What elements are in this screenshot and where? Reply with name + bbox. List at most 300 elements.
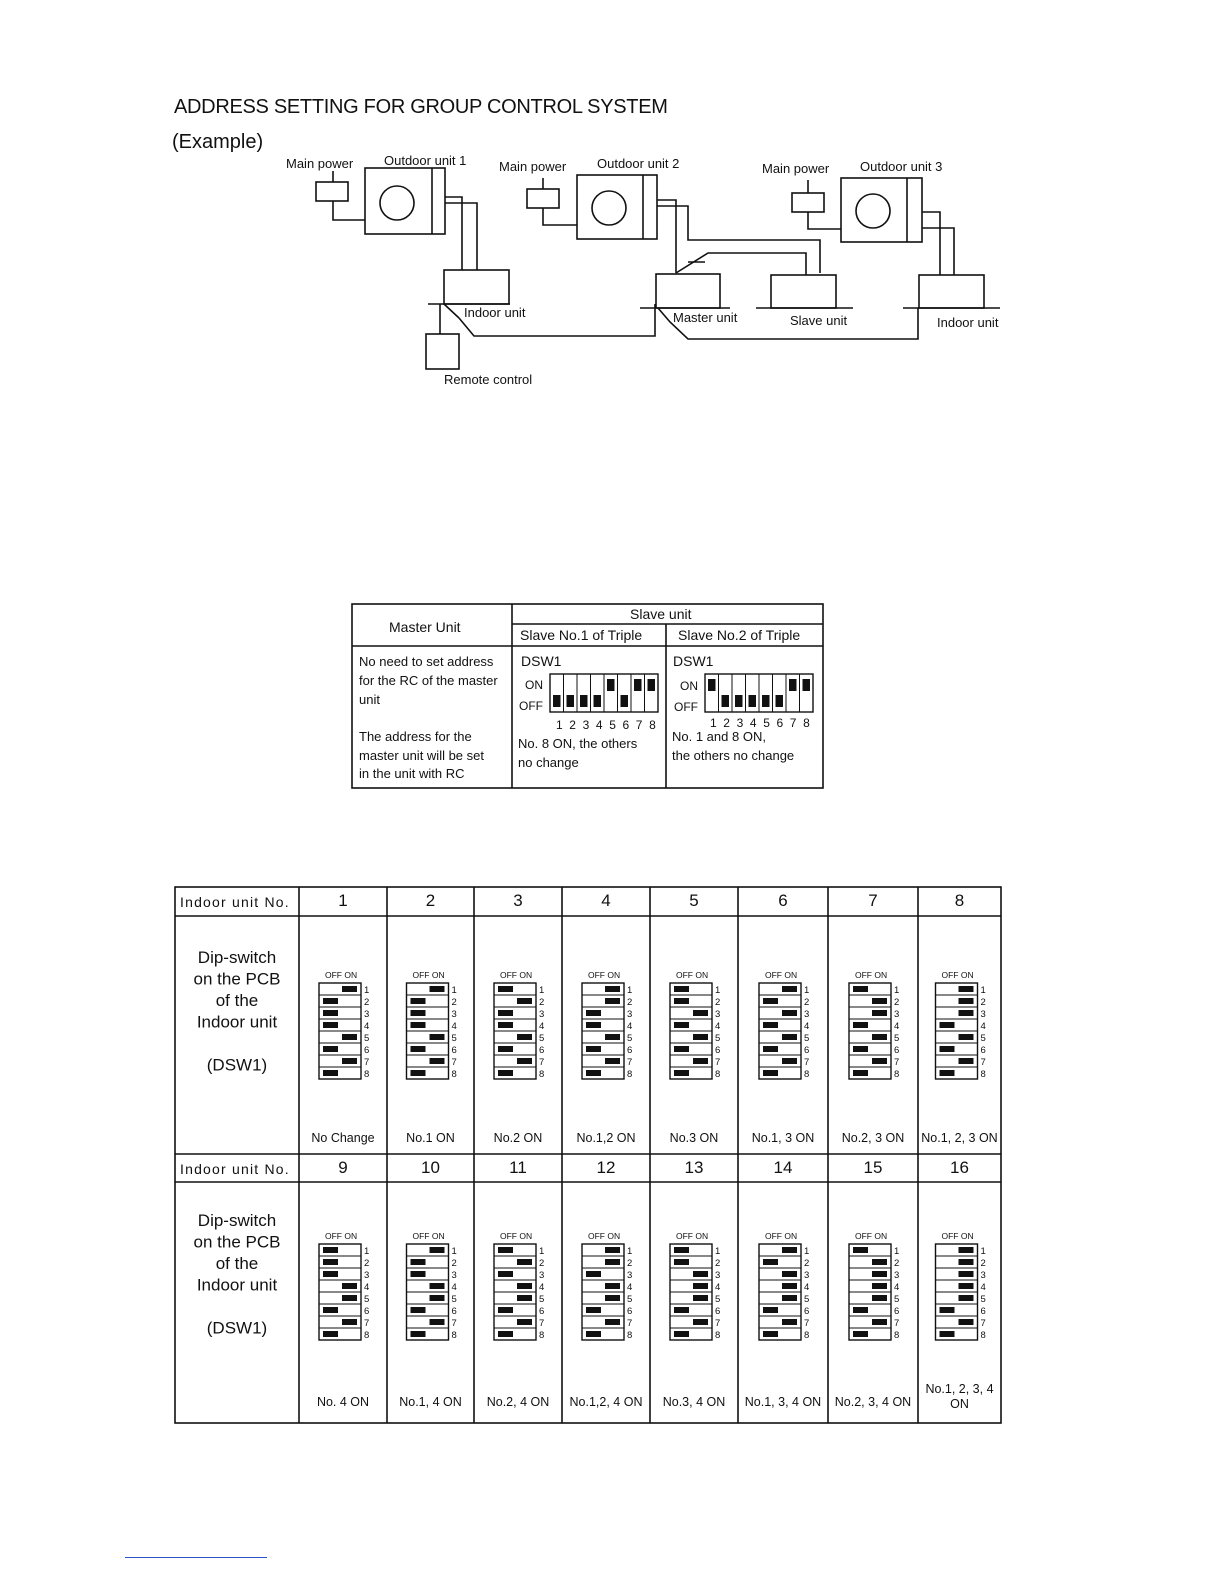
dip-switch-number: 2 bbox=[364, 1258, 370, 1269]
dip-switch-number: 1 bbox=[451, 1246, 457, 1257]
dip-switch-knob bbox=[674, 1331, 689, 1337]
dip-switch-number: 5 bbox=[804, 1033, 810, 1044]
indoor-unit-no-header: Indoor unit No. bbox=[180, 1161, 290, 1177]
dip-switch-number: 5 bbox=[627, 1033, 633, 1044]
dip-switch-knob bbox=[872, 1259, 887, 1265]
dip-off-on-label: OFF ON bbox=[325, 970, 358, 980]
dip-switch-knob bbox=[763, 998, 778, 1004]
dip-switch-knob bbox=[586, 1307, 601, 1313]
dip-switch-number: 4 bbox=[894, 1021, 900, 1032]
indoor-unit-number: 11 bbox=[509, 1158, 527, 1177]
indoor-unit-number: 9 bbox=[338, 1158, 348, 1177]
dip-switch-knob bbox=[674, 1046, 689, 1052]
label-indoor-unit-3: Indoor unit bbox=[937, 315, 999, 330]
indoor-unit-number: 16 bbox=[950, 1158, 969, 1177]
dip-switch-number: 7 bbox=[715, 1057, 721, 1068]
dip-switch-knob bbox=[517, 1259, 532, 1265]
dip-switch-number: 1 bbox=[715, 985, 721, 996]
dip-switch-knob bbox=[693, 1010, 708, 1016]
indoor-unit-number: 4 bbox=[601, 891, 611, 910]
dip-switch-row-label: of the bbox=[215, 1254, 259, 1273]
dip-switch-knob bbox=[763, 1046, 778, 1052]
dip-switch-knob bbox=[674, 986, 689, 992]
dip-switch-number: 1 bbox=[980, 1246, 986, 1257]
dip-setting-caption: No.1, 4 ON bbox=[399, 1395, 462, 1409]
dip-switch-knob bbox=[605, 1247, 620, 1253]
dip-switch-number: 2 bbox=[715, 1258, 721, 1269]
dip-switch-number: 1 bbox=[980, 985, 986, 996]
dip-switch-knob bbox=[853, 1022, 868, 1028]
dip-switch-knob bbox=[959, 1283, 974, 1289]
slave2-caption: No. 1 and 8 ON, bbox=[672, 729, 766, 744]
footer-divider bbox=[125, 1557, 267, 1558]
dip-switch-number: 6 bbox=[539, 1306, 545, 1317]
dip-switch-knob bbox=[763, 1307, 778, 1313]
dip-switch-knob bbox=[342, 1295, 357, 1301]
dip-switch-knob bbox=[693, 1319, 708, 1325]
dip-switch-knob bbox=[342, 1283, 357, 1289]
dip-switch-knob bbox=[872, 1295, 887, 1301]
dip-off-on-label: OFF ON bbox=[500, 970, 533, 980]
dip-switch-knob bbox=[872, 1010, 887, 1016]
dip-switch-knob bbox=[605, 998, 620, 1004]
dip-switch-knob bbox=[853, 1070, 868, 1076]
dip-switch-number: 4 bbox=[539, 1021, 545, 1032]
dip-switch-knob bbox=[430, 986, 445, 992]
dip-switch-knob bbox=[782, 1010, 797, 1016]
dip-switch-number: 5 bbox=[804, 1294, 810, 1305]
label-outdoor-unit-1: Outdoor unit 1 bbox=[384, 153, 467, 168]
slave1-on-label: ON bbox=[525, 678, 543, 692]
dip-switch-knob bbox=[517, 998, 532, 1004]
dip-setting-caption: No.1, 2, 3, 4 bbox=[925, 1382, 994, 1396]
dip-switch-number: 2 bbox=[894, 997, 900, 1008]
dip-switch-number: 5 bbox=[364, 1033, 370, 1044]
dip-off-on-label: OFF ON bbox=[500, 1231, 533, 1241]
dip-switch-knob bbox=[693, 1271, 708, 1277]
dip-switch-number: 2 bbox=[364, 997, 370, 1008]
dip-switch-knob bbox=[674, 998, 689, 1004]
indoor-unit-number: 1 bbox=[338, 891, 348, 910]
dip-switch-knob bbox=[498, 1070, 513, 1076]
dip-switch-knob bbox=[411, 1307, 426, 1313]
dip-switch-number: 8 bbox=[804, 1069, 810, 1080]
dip-switch-knob bbox=[940, 1070, 955, 1076]
slave1-switch-number: 1 bbox=[556, 718, 563, 732]
dip-switch-knob bbox=[323, 1247, 338, 1253]
dip-switch-number: 6 bbox=[894, 1306, 900, 1317]
slave1-switch-number: 3 bbox=[582, 718, 590, 732]
dip-switch-number: 8 bbox=[894, 1069, 900, 1080]
dip-switch-row-label: on the PCB bbox=[193, 969, 281, 989]
dip-switch-number: 3 bbox=[804, 1270, 810, 1281]
dip-switch-number: 4 bbox=[715, 1282, 721, 1293]
dip-switch-knob bbox=[517, 1283, 532, 1289]
dip-switch-number: 8 bbox=[980, 1069, 986, 1080]
dip-switch-knob bbox=[853, 1307, 868, 1313]
dip-switch-knob bbox=[323, 1010, 338, 1016]
dip-switch-number: 2 bbox=[804, 997, 810, 1008]
dip-switch-number: 3 bbox=[364, 1270, 370, 1281]
label-slave-unit: Slave unit bbox=[790, 313, 848, 328]
label-outdoor-unit-3: Outdoor unit 3 bbox=[860, 159, 943, 174]
dip-switch-knob bbox=[940, 1307, 955, 1313]
dip-switch-knob bbox=[872, 1283, 887, 1289]
dip-off-on-label: OFF ON bbox=[412, 970, 445, 980]
dip-switch-knob bbox=[693, 1283, 708, 1289]
dip-setting-caption: No.3, 4 ON bbox=[662, 1395, 726, 1409]
dip-switch-number: 5 bbox=[627, 1294, 633, 1305]
dip-switch-knob bbox=[782, 1271, 797, 1277]
dip-switch-number: 5 bbox=[539, 1033, 545, 1044]
dip-switch-number: 5 bbox=[894, 1294, 900, 1305]
dip-switch-number: 2 bbox=[451, 997, 457, 1008]
dip-switch-number: 8 bbox=[364, 1069, 370, 1080]
slave2-switch-number: 7 bbox=[789, 716, 797, 730]
dip-switch-knob bbox=[872, 1319, 887, 1325]
dip-switch-number: 3 bbox=[980, 1270, 986, 1281]
dip-switch-knob bbox=[605, 986, 620, 992]
dip-switch-row-label: Indoor unit bbox=[196, 1275, 278, 1295]
dip-switch-knob bbox=[605, 1283, 620, 1289]
dip-off-on-label: OFF ON bbox=[412, 1231, 445, 1241]
dip-switch-number: 4 bbox=[804, 1282, 810, 1293]
dip-switch-number: 4 bbox=[451, 1282, 457, 1293]
dip-off-on-label: OFF ON bbox=[941, 1231, 974, 1241]
dip-switch-knob bbox=[605, 1295, 620, 1301]
dip-setting-caption: No.1, 3 ON bbox=[751, 1131, 815, 1145]
dip-switch-knob bbox=[674, 1259, 689, 1265]
dip-switch-number: 7 bbox=[539, 1057, 545, 1068]
dip-off-on-label: OFF ON bbox=[676, 970, 709, 980]
dip-switch-knob bbox=[411, 1070, 426, 1076]
dip-switch-knob bbox=[430, 1247, 445, 1253]
dip-switch-number: 4 bbox=[980, 1282, 986, 1293]
dip-switch-number: 7 bbox=[894, 1057, 900, 1068]
dip-switch-knob bbox=[605, 1058, 620, 1064]
dip-switch-number: 8 bbox=[715, 1069, 721, 1080]
dip-switch-number: 3 bbox=[364, 1009, 370, 1020]
slave1-switch-number: 8 bbox=[649, 718, 656, 732]
slave1-off-label: OFF bbox=[519, 699, 543, 713]
indoor-unit-number: 6 bbox=[778, 891, 788, 910]
dip-switch-knob bbox=[763, 1331, 778, 1337]
dip-switch-number: 7 bbox=[627, 1318, 633, 1329]
indoor-unit-number: 13 bbox=[684, 1158, 704, 1177]
dip-off-on-label: OFF ON bbox=[941, 970, 974, 980]
dip-switch-knob bbox=[763, 1070, 778, 1076]
dip-switch-number: 6 bbox=[715, 1045, 721, 1056]
slave2-caption: the others no change bbox=[672, 748, 795, 763]
dip-switch-knob bbox=[411, 1259, 426, 1265]
dip-switch-row-label: (DSW1) bbox=[206, 1318, 268, 1338]
dip-switch-knob bbox=[959, 1271, 974, 1277]
slave2-header: Slave No.2 of Triple bbox=[678, 627, 801, 643]
dip-switch-row-label: (DSW1) bbox=[206, 1055, 268, 1075]
dip-switch-number: 4 bbox=[894, 1282, 900, 1293]
dip-switch-knob bbox=[411, 1271, 426, 1277]
slave1-switch-number: 2 bbox=[569, 718, 576, 732]
dip-switch-knob bbox=[411, 1046, 426, 1052]
dip-switch-number: 4 bbox=[539, 1282, 545, 1293]
dip-switch-row-label: on the PCB bbox=[193, 1232, 281, 1252]
dip-switch-number: 2 bbox=[804, 1258, 810, 1269]
dip-switch-number: 6 bbox=[451, 1045, 457, 1056]
dip-switch-number: 2 bbox=[539, 1258, 545, 1269]
indoor-unit-number: 7 bbox=[868, 891, 878, 910]
dip-switch-knob bbox=[959, 1247, 974, 1253]
dip-switch-knob bbox=[782, 1319, 797, 1325]
dip-switch-row-label: Dip-switch bbox=[197, 948, 277, 967]
dip-switch-knob bbox=[940, 1022, 955, 1028]
dip-switch-knob bbox=[693, 1034, 708, 1040]
master-note-line: No need to set address bbox=[359, 654, 494, 669]
dip-switch-number: 4 bbox=[364, 1282, 370, 1293]
indoor-unit-number: 15 bbox=[863, 1158, 883, 1177]
indoor-unit-number: 3 bbox=[513, 891, 523, 910]
master-note-line: unit bbox=[359, 692, 380, 707]
dip-switch-knob bbox=[959, 1319, 974, 1325]
master-note-line: for the RC of the master bbox=[359, 673, 498, 688]
dip-switch-knob bbox=[342, 1058, 357, 1064]
label-indoor-unit-1: Indoor unit bbox=[464, 305, 526, 320]
dip-switch-knob bbox=[323, 1022, 338, 1028]
dip-switch-row-label: Dip-switch bbox=[197, 1211, 277, 1230]
dip-switch-knob bbox=[498, 986, 513, 992]
dip-switch-knob bbox=[498, 1271, 513, 1277]
dip-switch-number: 8 bbox=[539, 1069, 545, 1080]
dip-switch-knob bbox=[605, 1259, 620, 1265]
dip-switch-number: 1 bbox=[451, 985, 457, 996]
dip-switch-number: 6 bbox=[715, 1306, 721, 1317]
dip-switch-number: 6 bbox=[539, 1045, 545, 1056]
dip-switch-knob bbox=[498, 1307, 513, 1313]
dip-switch-knob bbox=[940, 1046, 955, 1052]
dip-switch-knob bbox=[323, 1259, 338, 1265]
label-main-power-1: Main power bbox=[286, 156, 354, 171]
dip-switch-knob bbox=[605, 1034, 620, 1040]
dip-off-on-label: OFF ON bbox=[765, 970, 798, 980]
dip-switch-knob bbox=[693, 1295, 708, 1301]
dip-switch-number: 7 bbox=[627, 1057, 633, 1068]
dip-off-on-label: OFF ON bbox=[325, 1231, 358, 1241]
label-remote-control: Remote control bbox=[444, 372, 533, 387]
dip-off-on-label: OFF ON bbox=[588, 1231, 621, 1241]
dip-switch-number: 1 bbox=[627, 1246, 633, 1257]
dip-switch-number: 3 bbox=[627, 1270, 633, 1281]
dip-switch-number: 1 bbox=[364, 985, 370, 996]
dip-switch-number: 7 bbox=[451, 1318, 457, 1329]
dip-switch-number: 7 bbox=[715, 1318, 721, 1329]
dip-switch-number: 3 bbox=[451, 1270, 457, 1281]
dip-switch-number: 2 bbox=[980, 1258, 986, 1269]
indoor-unit-number: 10 bbox=[421, 1158, 440, 1177]
dip-switch-knob bbox=[782, 986, 797, 992]
dip-switch-number: 3 bbox=[715, 1270, 721, 1281]
dip-setting-caption: No.2, 4 ON bbox=[486, 1395, 550, 1409]
dip-switch-knob bbox=[872, 1034, 887, 1040]
dip-off-on-label: OFF ON bbox=[855, 1231, 888, 1241]
dip-switch-knob bbox=[323, 1307, 338, 1313]
label-outdoor-unit-2: Outdoor unit 2 bbox=[597, 156, 680, 171]
dip-switch-knob bbox=[763, 1259, 778, 1265]
dip-switch-knob bbox=[586, 1070, 601, 1076]
dip-setting-caption: No.2, 3 ON bbox=[841, 1131, 905, 1145]
dip-switch-knob bbox=[853, 986, 868, 992]
dip-switch-knob bbox=[430, 1295, 445, 1301]
dip-setting-caption: No.2 ON bbox=[493, 1131, 543, 1145]
dip-switch-number: 6 bbox=[804, 1306, 810, 1317]
dip-switch-number: 1 bbox=[715, 1246, 721, 1257]
dip-switch-number: 7 bbox=[539, 1318, 545, 1329]
dip-switch-number: 5 bbox=[451, 1033, 457, 1044]
dip-switch-knob bbox=[323, 1070, 338, 1076]
dip-switch-number: 8 bbox=[715, 1330, 721, 1341]
dip-switch-number: 3 bbox=[627, 1009, 633, 1020]
dip-switch-number: 2 bbox=[539, 997, 545, 1008]
dip-switch-knob bbox=[411, 998, 426, 1004]
dip-setting-caption: No.2, 3, 4 ON bbox=[834, 1395, 912, 1409]
page-title: ADDRESS SETTING FOR GROUP CONTROL SYSTEM bbox=[174, 96, 668, 118]
dip-switch-number: 1 bbox=[894, 985, 900, 996]
dip-switch-knob bbox=[853, 1046, 868, 1052]
dip-setting-caption: No Change bbox=[311, 1131, 375, 1145]
dip-switch-number: 5 bbox=[364, 1294, 370, 1305]
dip-setting-caption: No.1, 2, 3 ON bbox=[921, 1131, 998, 1145]
dip-setting-caption: No.1 ON bbox=[406, 1131, 455, 1145]
slave1-switch-number: 7 bbox=[635, 718, 643, 732]
dip-switch-number: 4 bbox=[804, 1021, 810, 1032]
dip-switch-number: 8 bbox=[539, 1330, 545, 1341]
dip-switch-number: 2 bbox=[451, 1258, 457, 1269]
dip-setting-caption: No.1,2, 4 ON bbox=[569, 1395, 643, 1409]
dip-switch-knob bbox=[498, 1247, 513, 1253]
slave1-caption: No. 8 ON, the others bbox=[518, 736, 638, 751]
dip-switch-number: 8 bbox=[627, 1069, 633, 1080]
master-note-line: The address for the bbox=[359, 729, 472, 744]
slave2-switch-number: 2 bbox=[723, 716, 730, 730]
dip-switch-knob bbox=[605, 1319, 620, 1325]
dip-switch-row-label: Indoor unit bbox=[196, 1012, 278, 1032]
dip-switch-knob bbox=[782, 1295, 797, 1301]
dip-switch-number: 6 bbox=[627, 1045, 633, 1056]
dip-switch-number: 7 bbox=[804, 1057, 810, 1068]
dip-switch-knob bbox=[430, 1058, 445, 1064]
dip-switch-number: 3 bbox=[715, 1009, 721, 1020]
dip-switch-knob bbox=[782, 1058, 797, 1064]
dip-switch-knob bbox=[342, 1319, 357, 1325]
dip-switch-knob bbox=[959, 986, 974, 992]
dip-switch-number: 6 bbox=[451, 1306, 457, 1317]
dip-switch-knob bbox=[853, 1331, 868, 1337]
dip-switch-number: 7 bbox=[364, 1057, 370, 1068]
indoor-unit-no-header: Indoor unit No. bbox=[180, 894, 290, 910]
dip-switch-row-label: of the bbox=[215, 991, 259, 1010]
label-main-power-3: Main power bbox=[762, 161, 830, 176]
dip-switch-number: 4 bbox=[715, 1021, 721, 1032]
dip-off-on-label: OFF ON bbox=[588, 970, 621, 980]
slave2-switch-number: 8 bbox=[803, 716, 810, 730]
dip-switch-knob bbox=[586, 1046, 601, 1052]
dip-switch-number: 7 bbox=[980, 1057, 986, 1068]
dip-setting-caption: ON bbox=[950, 1397, 969, 1411]
dip-switch-knob bbox=[323, 1271, 338, 1277]
slave2-switch-number: 6 bbox=[776, 716, 784, 730]
label-master-unit: Master unit bbox=[673, 310, 738, 325]
dip-switch-knob bbox=[959, 1259, 974, 1265]
dip-switch-number: 4 bbox=[451, 1021, 457, 1032]
dip-switch-number: 1 bbox=[364, 1246, 370, 1257]
dip-switch-number: 8 bbox=[451, 1069, 457, 1080]
dip-switch-number: 2 bbox=[980, 997, 986, 1008]
indoor-unit-number: 5 bbox=[689, 891, 699, 910]
dip-switch-knob bbox=[763, 1022, 778, 1028]
dip-setting-caption: No. 4 ON bbox=[316, 1395, 370, 1409]
dip-switch-number: 6 bbox=[980, 1306, 986, 1317]
dip-switch-knob bbox=[411, 1010, 426, 1016]
dip-switch-number: 1 bbox=[804, 1246, 810, 1257]
dip-switch-number: 8 bbox=[451, 1330, 457, 1341]
dip-switch-knob bbox=[498, 1010, 513, 1016]
slave2-switch-number: 1 bbox=[710, 716, 717, 730]
dip-switch-number: 7 bbox=[894, 1318, 900, 1329]
dip-switch-knob bbox=[674, 1247, 689, 1253]
dip-switch-number: 4 bbox=[627, 1282, 633, 1293]
dip-setting-caption: No.1,2 ON bbox=[576, 1131, 636, 1145]
dip-switch-number: 1 bbox=[804, 985, 810, 996]
dip-switch-number: 5 bbox=[715, 1294, 721, 1305]
dip-switch-number: 3 bbox=[804, 1009, 810, 1020]
dip-switch-number: 3 bbox=[539, 1270, 545, 1281]
dip-switch-knob bbox=[411, 1022, 426, 1028]
dip-switch-number: 8 bbox=[627, 1330, 633, 1341]
dip-setting-caption: No.1, 3, 4 ON bbox=[744, 1395, 822, 1409]
dip-switch-knob bbox=[782, 1283, 797, 1289]
dip-switch-number: 6 bbox=[804, 1045, 810, 1056]
dip-switch-number: 5 bbox=[894, 1033, 900, 1044]
dip-switch-knob bbox=[959, 998, 974, 1004]
dip-switch-number: 6 bbox=[894, 1045, 900, 1056]
dip-switch-knob bbox=[586, 1331, 601, 1337]
slave1-header: Slave No.1 of Triple bbox=[520, 627, 643, 643]
dip-switch-knob bbox=[517, 1058, 532, 1064]
dip-switch-knob bbox=[853, 1247, 868, 1253]
dip-switch-knob bbox=[517, 1034, 532, 1040]
indoor-unit-number: 8 bbox=[954, 891, 965, 910]
label-main-power-2: Main power bbox=[499, 159, 567, 174]
dip-switch-number: 5 bbox=[539, 1294, 545, 1305]
dip-switch-number: 2 bbox=[627, 1258, 633, 1269]
dip-switch-knob bbox=[517, 1319, 532, 1325]
dip-switch-number: 6 bbox=[627, 1306, 633, 1317]
dip-switch-number: 5 bbox=[451, 1294, 457, 1305]
indoor-unit-number: 14 bbox=[773, 1158, 793, 1177]
slave1-caption: no change bbox=[518, 755, 579, 770]
dip-switch-number: 7 bbox=[980, 1318, 986, 1329]
dip-switch-knob bbox=[674, 1022, 689, 1028]
dip-switch-number: 7 bbox=[451, 1057, 457, 1068]
dip-switch-knob bbox=[411, 1331, 426, 1337]
dip-switch-number: 5 bbox=[980, 1033, 986, 1044]
dip-switch-knob bbox=[872, 1058, 887, 1064]
dip-switch-knob bbox=[342, 1034, 357, 1040]
dip-switch-knob bbox=[959, 1058, 974, 1064]
dip-switch-number: 4 bbox=[627, 1021, 633, 1032]
slave2-dsw-label: DSW1 bbox=[673, 653, 714, 669]
dip-switch-knob bbox=[959, 1034, 974, 1040]
dip-switch-number: 4 bbox=[364, 1021, 370, 1032]
slave2-switch-number: 5 bbox=[763, 716, 770, 730]
